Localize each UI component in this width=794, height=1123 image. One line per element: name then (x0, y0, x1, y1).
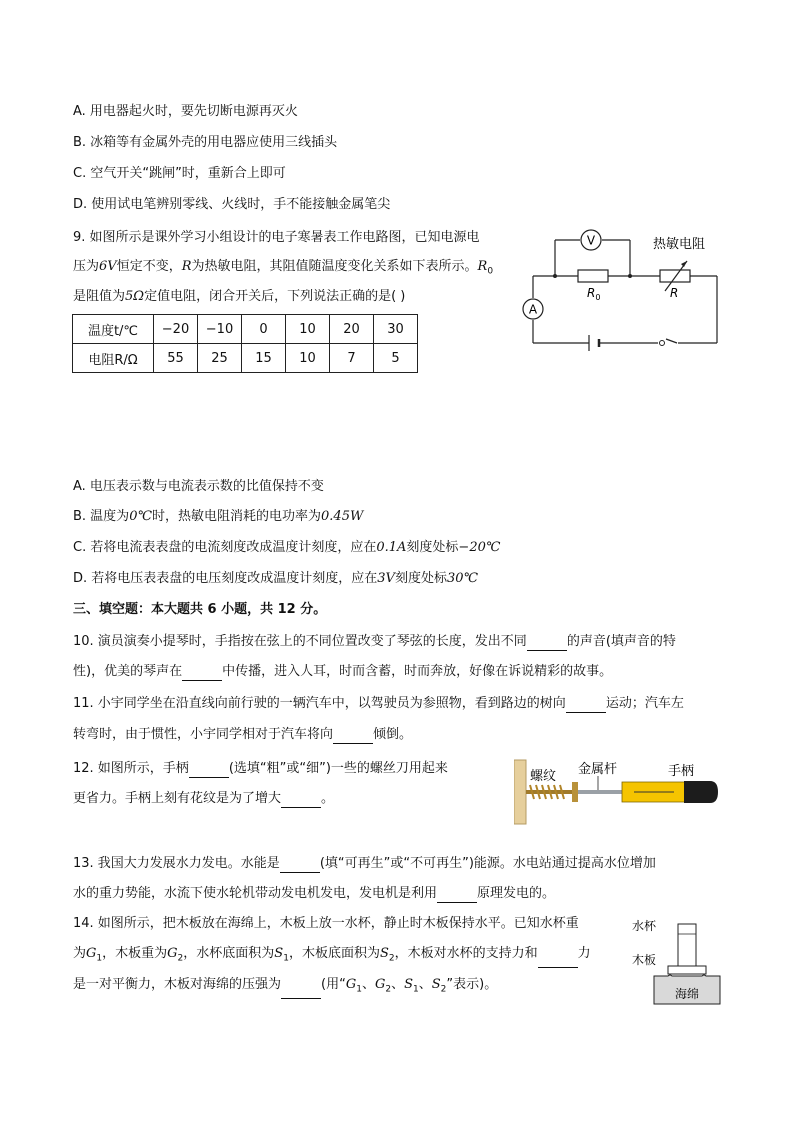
circuit-diagram (515, 225, 725, 355)
table-row (73, 344, 418, 373)
table-cell: −20 (154, 315, 198, 344)
table-cell: 30 (374, 315, 418, 344)
table-header-temperature: 温度t/℃ (73, 315, 154, 344)
switch-terminal (660, 341, 665, 346)
q8-option-c: C. 空气开关“跳闸”时，重新合上即可 (73, 166, 286, 181)
handle-label: 手柄 (668, 764, 695, 779)
section-3-heading: 三、填空题：本大题共 6 小题，共 12 分。 (73, 602, 327, 617)
wooden-board (514, 760, 526, 824)
q11-line2: 转弯时，由于惯性，小宇同学相对于汽车将向 倾倒。 (73, 727, 413, 742)
q8-option-d: D. 使用试电笔辨别零线、火线时，手不能接触金属笔尖 (73, 197, 391, 212)
cup (678, 924, 696, 966)
q14-line1: 14. 如图所示，把木板放在海绵上，木板上放一水杯，静止时木板保持水平。已知水杯重 (73, 916, 579, 931)
sponge-label: 海绵 (675, 987, 700, 1001)
thermistor-label: 热敏电阻 (653, 237, 706, 252)
ammeter-label: A (528, 302, 538, 317)
answer-blank[interactable] (281, 998, 321, 999)
table-header-resistance: 电阻R/Ω (73, 344, 154, 373)
table-cell: 10 (286, 315, 330, 344)
cup-board-sponge-figure (630, 912, 725, 1007)
q9-stem-line3: 是阻值为5Ω定值电阻，闭合开关后，下列说法正确的是( ) (73, 289, 406, 304)
q9-stem-line1: 9. 如图所示是课外学习小组设计的电子寒暑表工作电路图，已知电源电 (73, 230, 480, 245)
screw-head (572, 782, 578, 802)
answer-blank[interactable] (333, 743, 373, 744)
answer-blank[interactable] (182, 680, 222, 681)
table-cell: 20 (330, 315, 374, 344)
board (668, 966, 706, 974)
q8-option-b: B. 冰箱等有金属外壳的用电器应使用三线插头 (73, 135, 338, 150)
table-cell: 25 (198, 344, 242, 373)
screw-thread-icon (526, 785, 574, 799)
q12-line1: 12. 如图所示，手柄 (选填“粗”或“细”)一些的螺丝刀用起来 (73, 761, 448, 776)
answer-blank[interactable] (281, 807, 321, 808)
q10-line2: 性)，优美的琴声在 中传播，进入人耳，时而含蓄，时而奔放，好像在诉说精彩的故事。 (73, 664, 613, 679)
q9-option-c: C. 若将电流表表盘的电流刻度改成温度计刻度，应在0.1A刻度处标−20℃ (73, 540, 501, 555)
q13-line2: 水的重力势能，水流下使水轮机带动发电机发电，发电机是利用 原理发电的。 (73, 886, 556, 901)
table-cell: 5 (374, 344, 418, 373)
q8-option-a: A. 用电器起火时，要先切断电源再灭火 (73, 104, 298, 119)
q14-line3: 是一对平衡力，木板对海绵的压强为 (用“$G_1$、$G_2$、$S_1$、$S_2$”表示)。 (73, 976, 497, 999)
voltmeter-label: V (586, 233, 596, 248)
screwdriver-figure (514, 758, 724, 828)
q10-line1: 10. 演员演奏小提琴时，手指按在弦上的不同位置改变了琴弦的长度，发出不同 的声音(填声音的特 (73, 634, 676, 649)
q9-option-a: A. 电压表示数与电流表示数的比值保持不变 (73, 479, 324, 494)
q9-option-d: D. 若将电压表表盘的电压刻度改成温度计刻度，应在3V刻度处标30℃ (73, 571, 479, 586)
thread-label: 螺纹 (530, 769, 557, 784)
table-row (73, 315, 418, 344)
answer-blank[interactable] (538, 967, 578, 968)
table-cell: −10 (198, 315, 242, 344)
q13-line1: 13. 我国大力发展水力发电。水能是 (填“可再生”或“不可再生”)能源。水电站通过提高水位增加 (73, 856, 656, 871)
handle-black (684, 781, 718, 803)
cup-label: 水杯 (632, 919, 657, 933)
r0-label: $R_0$ (587, 286, 601, 302)
thermistor-arrow-icon (681, 261, 687, 267)
shaft-label: 金属杆 (578, 762, 618, 777)
answer-blank[interactable] (527, 650, 567, 651)
q14-line2: 为$G_1$，木板重为$G_2$，水杯底面积为$S_1$，木板底面积为$S_2$，木板对水杯的支持力和 力 (73, 945, 591, 968)
r-label: R (670, 286, 679, 300)
q9-option-b: B. 温度为0℃时，热敏电阻消耗的电功率为0.45W (73, 509, 364, 524)
q12-line2: 更省力。手柄上刻有花纹是为了增大 。 (73, 791, 335, 806)
answer-blank[interactable] (280, 872, 320, 873)
table-cell: 7 (330, 344, 374, 373)
table-cell: 0 (242, 315, 286, 344)
answer-blank[interactable] (437, 902, 477, 903)
table-cell: 10 (286, 344, 330, 373)
q9-stem-line2: 压为6V恒定不变，R为热敏电阻，其阻值随温度变化关系如下表所示。$R_0$ (73, 259, 494, 277)
metal-shaft (578, 790, 622, 794)
answer-blank[interactable] (566, 712, 606, 713)
q11-line1: 11. 小宇同学坐在沿直线向前行驶的一辆汽车中，以驾驶员为参照物，看到路边的树向 运动；汽车左 (73, 696, 684, 711)
answer-blank[interactable] (189, 777, 229, 778)
table-cell: 15 (242, 344, 286, 373)
temperature-resistance-table (72, 314, 418, 373)
table-cell: 55 (154, 344, 198, 373)
board-label: 木板 (632, 953, 657, 967)
